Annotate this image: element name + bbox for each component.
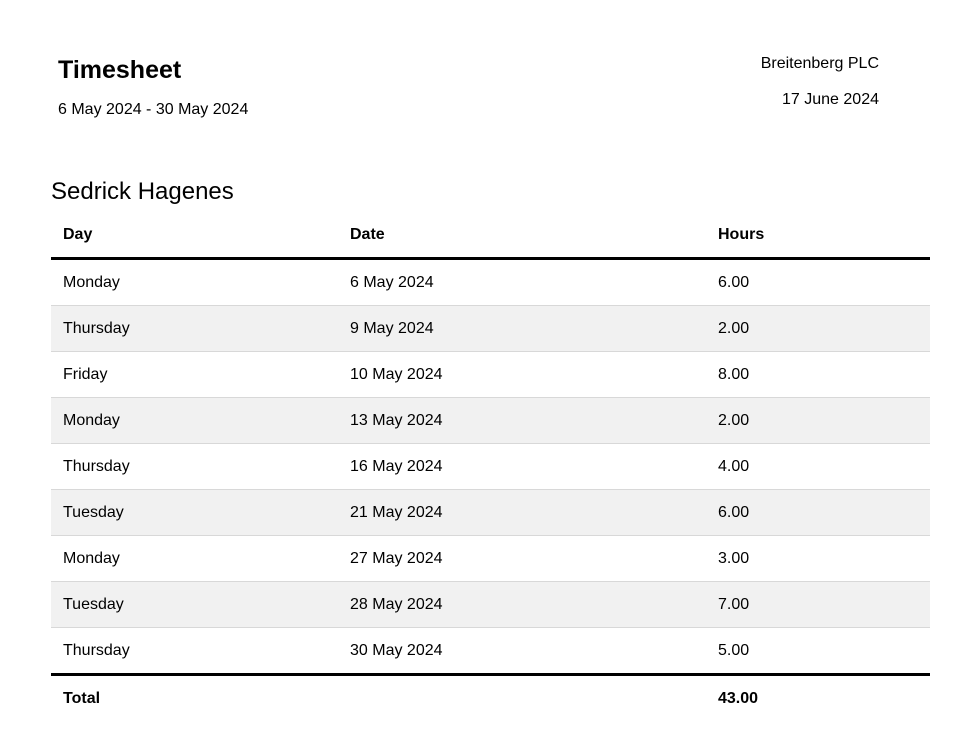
table-row [51,306,930,352]
column-header-hours: Hours [706,212,930,259]
cell-day: Tuesday [51,582,338,628]
cell-date: 27 May 2024 [338,536,706,582]
total-row [51,675,930,723]
cell-date: 13 May 2024 [338,398,706,444]
cell-date: 30 May 2024 [350,641,443,659]
total-empty-cell [338,675,706,723]
issue-date: 17 June 2024 [782,91,879,108]
cell-day: Thursday [51,306,338,352]
table-row [51,490,930,536]
cell-day: Friday [51,352,338,398]
cell-date: 10 May 2024 [338,352,706,398]
table-header-row [51,212,930,259]
table-row [51,259,930,306]
total-label: Total [51,675,338,723]
column-header-date: Date [338,212,706,259]
cell-date: 16 May 2024 [338,444,706,490]
cell-hours: 5.00 [718,641,750,659]
cell-day: Tuesday [51,490,338,536]
cell-date: 28 May 2024 [338,582,706,628]
cell-hours: 2.00 [706,306,930,352]
cell-date: 6 May 2024 [338,259,706,306]
cell-day: Thursday [63,641,130,659]
cell-day: Monday [51,536,338,582]
cell-hours: 2.00 [706,398,930,444]
table-row [51,352,930,398]
cell-hours: 6.00 [706,259,930,306]
column-header-day: Day [51,212,338,259]
table-row [51,536,930,582]
total-hours: 43.00 [706,675,930,723]
company-name: Breitenberg PLC [760,55,879,72]
table-row [51,444,930,490]
timesheet-table [51,212,930,722]
cell-hours: 7.00 [706,582,930,628]
cell-hours: 3.00 [706,536,930,582]
table-row [51,582,930,628]
employee-name: Sedrick Hagenes [51,178,234,205]
cell-day: Monday [51,398,338,444]
document-header [58,54,248,120]
cell-day: Monday [51,259,338,306]
company-info [761,54,879,110]
table-row [51,628,930,675]
cell-date: 9 May 2024 [338,306,706,352]
cell-day: Thursday [51,444,338,490]
cell-hours: 8.00 [706,352,930,398]
cell-hours: 6.00 [706,490,930,536]
cell-date: 21 May 2024 [338,490,706,536]
cell-hours: 4.00 [706,444,930,490]
document-title: Timesheet [58,56,182,84]
table-row [51,398,930,444]
date-range: 6 May 2024 - 30 May 2024 [58,101,249,118]
